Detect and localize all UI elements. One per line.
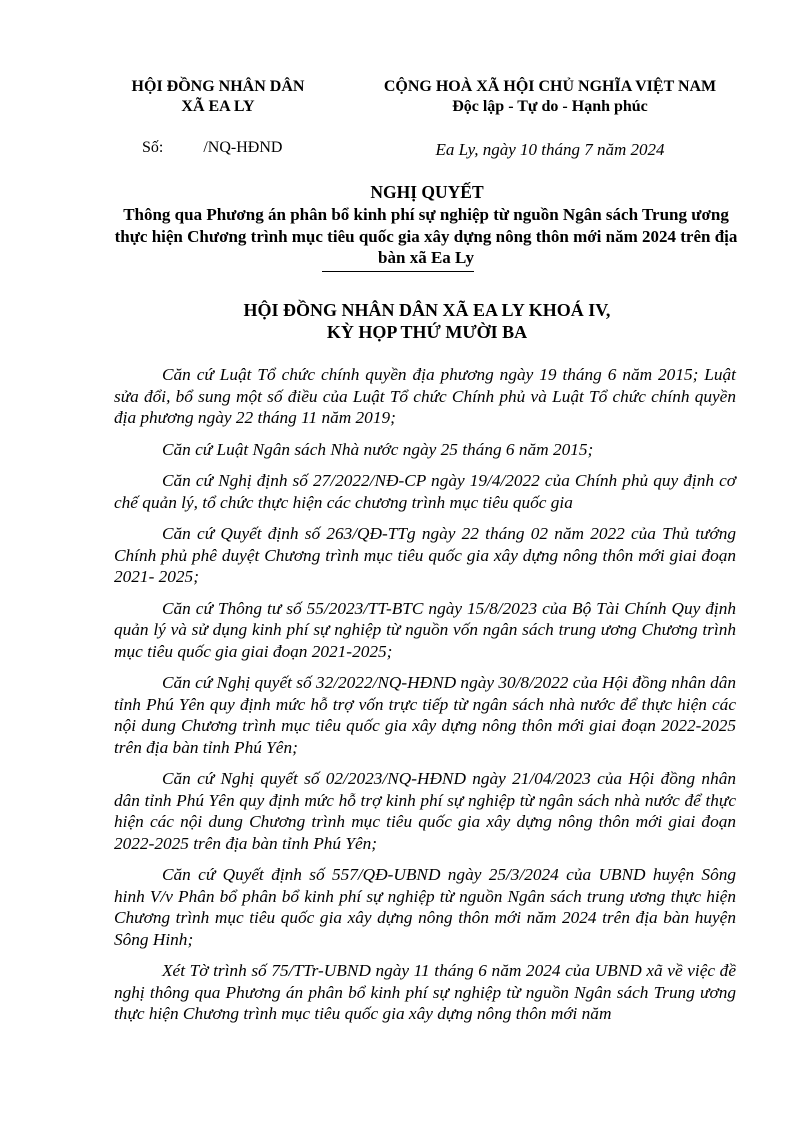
country-name: CỘNG HOÀ XÃ HỘI CHỦ NGHĨA VIỆT NAM	[383, 78, 717, 95]
document-subtitle: Thông qua Phương án phân bổ kinh phí sự nghiệp từ nguồn Ngân sách Trung ương thực hiện Chương trình mục tiêu quốc gia xây dựng nông thôn mới năm 2024 trên địa bàn xã Ea Ly	[114, 205, 738, 267]
title-underline	[322, 271, 474, 272]
issuer-locality: XÃ EA LY	[181, 98, 255, 115]
national-motto	[355, 77, 745, 117]
paragraph: Căn cứ Luật Ngân sách Nhà nước ngày 25 tháng 6 năm 2015;	[162, 439, 594, 459]
document-title: NGHỊ QUYẾT	[370, 182, 484, 202]
document-date: Ea Ly, ngày 10 tháng 7 năm 2024	[435, 140, 665, 159]
document-number: Số: /NQ-HĐND	[142, 139, 283, 156]
document-body	[114, 364, 736, 1035]
paragraph: Căn cứ Thông tư số 55/2023/TT-BTC ngày 15/8/2023 của Bộ Tài Chính Quy định quản lý và sử dụng kinh phí sự nghiệp từ nguồn vốn ngân sách trung ương Chương trình mục tiêu quốc gia giai đoạn 2021-2025;	[114, 598, 736, 661]
paragraph: Căn cứ Quyết định số 557/QĐ-UBND ngày 25/3/2024 của UBND huyện Sông hinh V/v Phân bổ phân bổ kinh phí sự nghiệp từ nguồn Ngân sách trung ương thực hiện Chương trình mục tiêu quốc gia xây dựng nông thôn mới năm 2024 trên địa bàn huyện Sông Hinh;	[114, 865, 736, 949]
issuer-name: HỘI ĐỒNG NHÂN DÂN	[131, 78, 305, 95]
paragraph: Căn cứ Nghị định số 27/2022/NĐ-CP ngày 19/4/2022 của Chính phủ quy định cơ chế quản lý, tổ chức thực hiện các chương trình mục tiêu quốc gia	[114, 471, 736, 512]
session-name: KỲ HỌP THỨ MƯỜI BA	[326, 322, 528, 342]
paragraph: Căn cứ Luật Tổ chức chính quyền địa phương ngày 19 tháng 6 năm 2015; Luật sửa đổi, bổ sung một số điều của Luật Tổ chức Chính phủ và Luật Tổ chức chính quyền địa phương ngày 22 tháng 11 năm 2019;	[114, 365, 736, 427]
motto-line: Độc lập - Tự do - Hạnh phúc	[452, 98, 648, 115]
paragraph: Xét Tờ trình số 75/TTr-UBND ngày 11 tháng 6 năm 2024 của UBND xã về việc đề nghị thông qua Phương án phân bổ kinh phí sự nghiệp từ nguồn Ngân sách Trung ương thực hiện Chương trình mục tiêu quốc gia xây dựng nông thôn mới năm	[114, 961, 736, 1023]
paragraph: Căn cứ Quyết định số 263/QĐ-TTg ngày 22 tháng 02 năm 2022 của Thủ tướng Chính phủ phê duyệt Chương trình mục tiêu quốc gia xây dựng nông thôn mới giai đoạn 2021- 2025;	[114, 524, 736, 586]
paragraph: Căn cứ Nghị quyết số 32/2022/NQ-HĐND ngày 30/8/2022 của Hội đồng nhân dân tỉnh Phú Yên quy định mức hỗ trợ vốn trực tiếp từ ngân sách nhà nước để thực hiện các nội dung Chương trình mục tiêu quốc gia xây dựng nông thôn mới giai đoạn 2022-2025 trên địa bàn tỉnh Phú Yên;	[114, 673, 736, 757]
paragraph: Căn cứ Nghị quyết số 02/2023/NQ-HĐND ngày 21/04/2023 của Hội đồng nhân dân tỉnh Phú Yên quy định mức hỗ trợ kinh phí sự nghiệp từ ngân sách nhà nước để thực hiện các nội dung Chương trình mục tiêu quốc gia xây dựng nông thôn mới giai đoạn 2022-2025 trên địa bàn tỉnh Phú Yên;	[114, 769, 736, 853]
council-name: HỘI ĐỒNG NHÂN DÂN XÃ EA LY KHOÁ IV,	[243, 300, 611, 320]
council-heading	[114, 299, 740, 343]
issuer-header	[114, 77, 322, 117]
